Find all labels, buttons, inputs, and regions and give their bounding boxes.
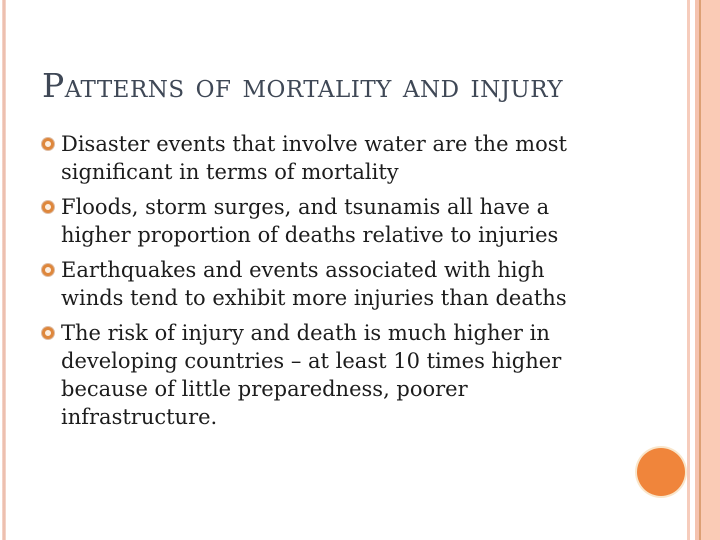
bullet-line: Disaster events that involve water are the most: [61, 132, 567, 156]
left-border-stripe: [2, 0, 6, 540]
bullet-line: because of little preparedness, poorer: [61, 377, 468, 401]
bullet-line: The risk of injury and death is much higher in: [61, 321, 550, 345]
bullet-text: [61, 130, 567, 186]
bullet-ring-icon: [42, 201, 54, 213]
bullet-item: [42, 193, 672, 249]
bullet-item: [42, 130, 672, 186]
bullet-line: winds tend to exhibit more injuries than deaths: [61, 286, 567, 310]
bullet-line: Earthquakes and events associated with high: [61, 258, 545, 282]
slide-title: Patterns of mortality and injury: [42, 66, 564, 105]
right-border-stripe-outer: [687, 0, 690, 540]
bullet-line: Floods, storm surges, and tsunamis all have a: [61, 195, 550, 219]
bullet-line: infrastructure.: [61, 405, 218, 429]
bullet-line: higher proportion of deaths relative to injuries: [61, 223, 559, 247]
bullet-text: [61, 319, 561, 431]
bullet-text: [61, 256, 567, 312]
accent-circle: [637, 448, 685, 496]
bullet-text: [61, 193, 558, 249]
right-border-band: [701, 0, 720, 540]
bullet-line: significant in terms of mortality: [61, 160, 399, 184]
bullet-item: [42, 319, 672, 431]
bullet-item: [42, 256, 672, 312]
bullet-ring-icon: [42, 264, 54, 276]
bullet-list: [42, 130, 672, 438]
bullet-line: developing countries – at least 10 times higher: [61, 349, 562, 373]
bullet-ring-icon: [42, 138, 54, 150]
bullet-ring-icon: [42, 327, 54, 339]
